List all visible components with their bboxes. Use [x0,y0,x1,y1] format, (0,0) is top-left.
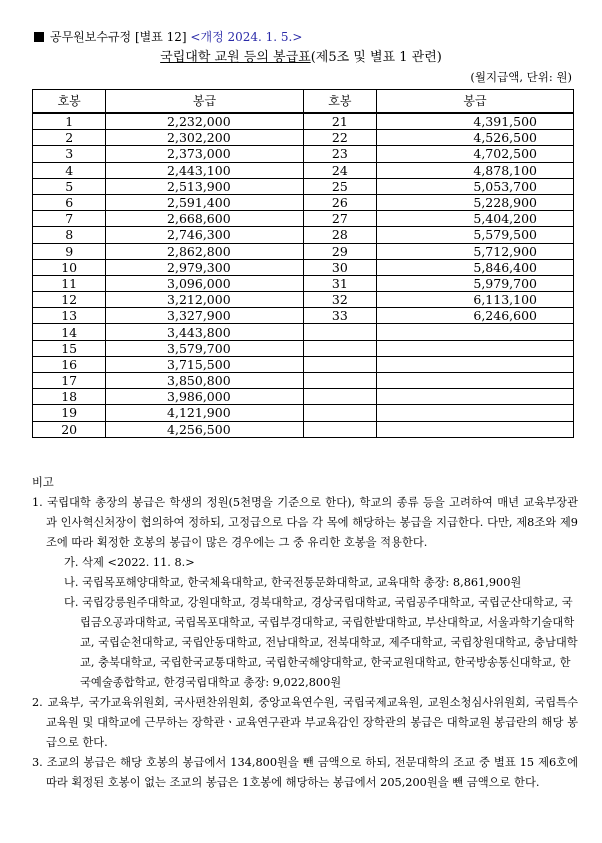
grade-left-cell: 17 [33,373,106,389]
regulation-label: 공무원보수규정 [별표 12] [50,30,187,44]
unit-note: (월지급액, 단위: 원) [470,70,572,84]
table-row [33,340,574,356]
title-main: 국립대학 교원 등의 봉급표 [160,50,311,65]
pay-left-cell: 4,256,500 [106,421,303,437]
square-bullet-icon [34,32,44,42]
grade-right-cell: 33 [303,308,376,324]
grade-right-cell [303,356,376,372]
table-row [33,275,574,291]
header-grade-left: 호봉 [33,90,106,114]
pay-right-cell: 5,979,700 [377,275,574,291]
table-row [33,130,574,146]
pay-left-cell: 3,850,800 [106,373,303,389]
grade-right-cell: 27 [303,211,376,227]
table-row [33,113,574,130]
table-row [33,421,574,437]
pay-right-cell: 4,702,500 [377,146,574,162]
grade-right-cell: 29 [303,243,376,259]
note-1-item-da: 다. 국립강릉원주대학교, 강원대학교, 경북대학교, 경상국립대학교, 국립공주대학교, 국립군산대학교, 국립금오공과대학교, 국립목포대학교, 국립부경대학교, 국립한밭대학교, 부산대학교, 서울과학기술대학교, 국립순천대학교, 국립안동대학교, 전남대학교, 전북대학교, 제주대학교, 국립창원대학교, 충남대학교, 충북대학교, 국립한국교통대학교, 국립한국해양대학교, 한국교원대학교, 한국방송통신대학교, 한국예술종합학교, 한경국립대학교 총장: 9,022,800원 [64,596,578,689]
grade-left-cell: 7 [33,211,106,227]
pay-left-cell: 2,443,100 [106,162,303,178]
pay-left-cell: 2,668,600 [106,211,303,227]
note-1-item-na: 나. 국립목포해양대학교, 한국체육대학교, 한국전통문화대학교, 교육대학 총장: 8,861,900원 [64,576,522,589]
grade-left-cell: 16 [33,356,106,372]
grade-right-cell: 31 [303,275,376,291]
grade-right-cell: 26 [303,194,376,210]
table-row [33,146,574,162]
grade-right-cell [303,340,376,356]
table-row [33,389,574,405]
title-reference: (제5조 및 별표 1 관련) [310,50,442,65]
pay-right-cell [377,405,574,421]
grade-left-cell: 13 [33,308,106,324]
pay-left-cell: 2,373,000 [106,146,303,162]
pay-left-cell: 2,746,300 [106,227,303,243]
grade-right-cell: 30 [303,259,376,275]
grade-left-cell: 12 [33,292,106,308]
pay-left-cell: 3,096,000 [106,275,303,291]
pay-right-cell [377,373,574,389]
table-row [33,373,574,389]
grade-left-cell: 11 [33,275,106,291]
grade-right-cell: 25 [303,178,376,194]
pay-right-cell [377,356,574,372]
pay-left-cell: 2,979,300 [106,259,303,275]
grade-left-cell: 3 [33,146,106,162]
grade-right-cell [303,421,376,437]
grade-left-cell: 19 [33,405,106,421]
pay-right-cell [377,340,574,356]
grade-left-cell: 8 [33,227,106,243]
pay-right-cell: 4,878,100 [377,162,574,178]
amendment-link[interactable]: <개정 2024. 1. 5.> [190,30,303,44]
grade-right-cell [303,389,376,405]
notes-section [32,473,578,793]
header-pay-right: 봉급 [377,90,574,114]
table-row [33,356,574,372]
grade-right-cell: 23 [303,146,376,162]
document-title [0,46,602,65]
table-header-row [33,90,574,114]
pay-right-cell: 5,053,700 [377,178,574,194]
pay-left-cell: 2,591,400 [106,194,303,210]
grade-left-cell: 1 [33,113,106,130]
table-row [33,162,574,178]
pay-left-cell: 3,327,900 [106,308,303,324]
pay-right-cell: 5,579,500 [377,227,574,243]
grade-right-cell: 21 [303,113,376,130]
pay-left-cell: 3,715,500 [106,356,303,372]
pay-left-cell: 3,443,800 [106,324,303,340]
pay-right-cell: 4,526,500 [377,130,574,146]
pay-right-cell [377,324,574,340]
note-1: 1. 국립대학 총장의 봉급은 학생의 정원(5천명을 기준으로 한다), 학교의 종류 등을 고려하여 매년 교육부장관과 인사혁신처장이 협의하여 정하되, 고정급으로 다음 각 목에 해당하는 봉급을 지급한다. 다만, 제8조와 제9조에 따라 획정한 호봉의 봉급이 많은 경우에는 그 중 유리한 호봉을 적용한다. [32,496,578,549]
grade-right-cell [303,405,376,421]
grade-left-cell: 9 [33,243,106,259]
grade-left-cell: 15 [33,340,106,356]
grade-left-cell: 4 [33,162,106,178]
table-row [33,211,574,227]
pay-right-cell: 4,391,500 [377,113,574,130]
pay-right-cell [377,389,574,405]
grade-right-cell: 32 [303,292,376,308]
grade-right-cell [303,373,376,389]
note-3: 3. 조교의 봉급은 해당 호봉의 봉급에서 134,800원을 뺀 금액으로 하되, 전문대학의 조교 중 별표 15 제6호에 따라 획정된 호봉이 없는 조교의 봉급은 1호봉에 해당하는 봉급에서 205,200원을 뺀 금액으로 한다. [32,756,578,789]
grade-right-cell: 28 [303,227,376,243]
table-row [33,324,574,340]
table-row [33,292,574,308]
salary-table [32,89,574,438]
table-row [33,243,574,259]
pay-right-cell: 5,404,200 [377,211,574,227]
grade-right-cell: 22 [303,130,376,146]
header-grade-right: 호봉 [303,90,376,114]
notes-label: 비고 [32,476,54,489]
table-row [33,227,574,243]
table-row [33,308,574,324]
pay-left-cell: 2,232,000 [106,113,303,130]
grade-left-cell: 2 [33,130,106,146]
pay-left-cell: 2,302,200 [106,130,303,146]
pay-left-cell: 3,212,000 [106,292,303,308]
header-pay-left: 봉급 [106,90,303,114]
regulation-header [34,28,302,45]
grade-left-cell: 18 [33,389,106,405]
pay-right-cell: 6,246,600 [377,308,574,324]
pay-right-cell: 5,712,900 [377,243,574,259]
pay-left-cell: 3,986,000 [106,389,303,405]
table-row [33,405,574,421]
note-1-item-ga: 가. 삭제 <2022. 11. 8.> [64,556,195,569]
table-row [33,178,574,194]
pay-right-cell: 5,846,400 [377,259,574,275]
pay-left-cell: 2,513,900 [106,178,303,194]
grade-right-cell [303,324,376,340]
table-row [33,259,574,275]
pay-left-cell: 2,862,800 [106,243,303,259]
grade-left-cell: 20 [33,421,106,437]
pay-right-cell [377,421,574,437]
pay-left-cell: 4,121,900 [106,405,303,421]
table-row [33,194,574,210]
salary-table-body [33,113,574,437]
grade-left-cell: 10 [33,259,106,275]
grade-left-cell: 5 [33,178,106,194]
pay-right-cell: 6,113,100 [377,292,574,308]
pay-left-cell: 3,579,700 [106,340,303,356]
grade-left-cell: 6 [33,194,106,210]
grade-right-cell: 24 [303,162,376,178]
pay-right-cell: 5,228,900 [377,194,574,210]
grade-left-cell: 14 [33,324,106,340]
note-2: 2. 교육부, 국가교육위원회, 국사편찬위원회, 중앙교육연수원, 국립국제교육원, 교원소청심사위원회, 국립특수교육원 및 대학교에 근무하는 장학관ㆍ교육연구관과 부교육감인 장학관의 봉급은 대학교원 봉급란의 해당 봉급으로 한다. [32,696,578,749]
